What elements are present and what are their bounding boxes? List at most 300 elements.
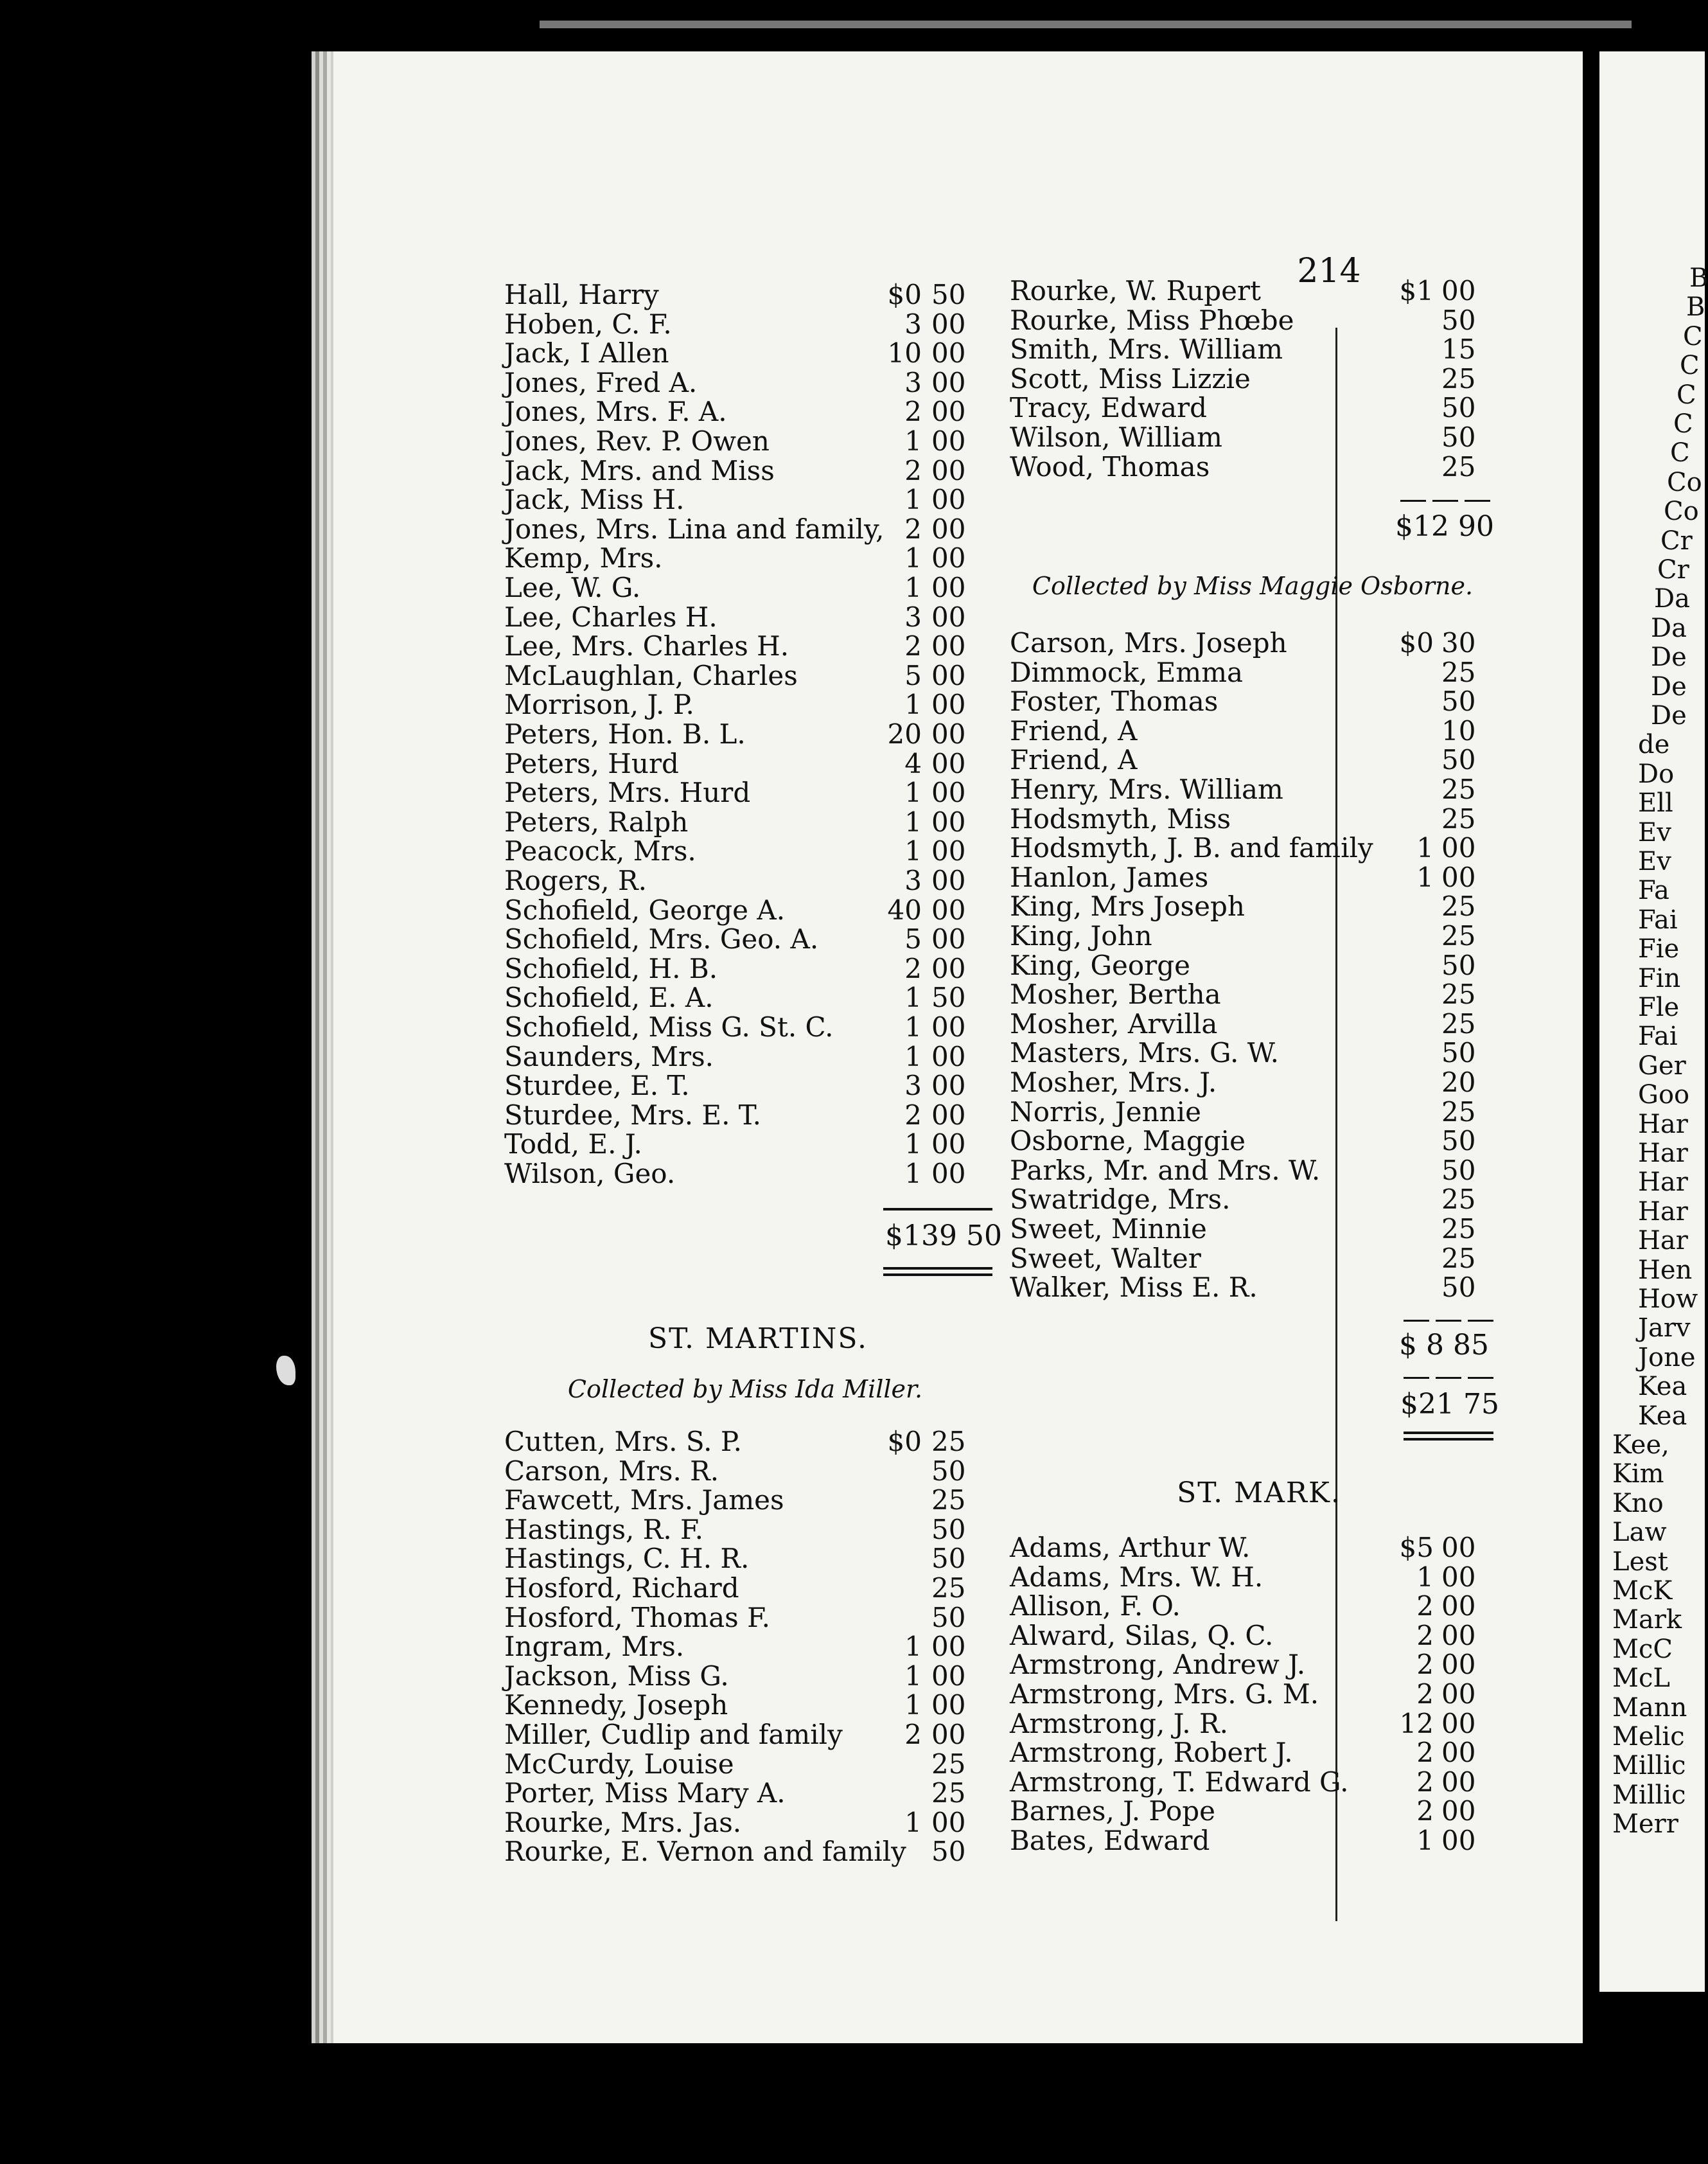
amount-cents: 00 <box>931 308 966 340</box>
amount-dollars: 2 <box>1416 1678 1434 1710</box>
donor-name: Peters, Hurd <box>504 747 679 779</box>
amount-cents: 00 <box>1441 275 1476 306</box>
ledger-row <box>504 339 992 368</box>
donor-name: Smith, Mrs. William <box>1010 333 1283 366</box>
double-rule <box>883 1267 992 1270</box>
ledger-row <box>1010 1709 1492 1739</box>
amount-cents: 00 <box>931 835 966 867</box>
ledger-row <box>504 1778 992 1808</box>
ledger-row <box>1010 306 1492 335</box>
ledger-row <box>1010 1796 1492 1826</box>
ledger-row <box>1010 423 1492 452</box>
amount-cents: 00 <box>931 659 966 691</box>
amount-cents: 00 <box>1441 1619 1476 1651</box>
next-page-fragment: Melic <box>1612 1722 1685 1752</box>
donor-name: Armstrong, Mrs. G. M. <box>1010 1678 1319 1710</box>
ledger-row <box>1010 1680 1492 1709</box>
next-page-fragment: Merr <box>1612 1809 1678 1840</box>
next-page-fragment: Da <box>1654 584 1690 614</box>
amount-dollars: $5 <box>1399 1532 1434 1563</box>
donor-name: Schofield, Miss G. St. C. <box>504 1011 834 1043</box>
ledger-row <box>1010 335 1492 364</box>
page-edge-shadow <box>540 21 1632 28</box>
next-page-fragment: C <box>1677 380 1696 410</box>
ledger-row <box>504 1750 992 1779</box>
ledger-row <box>504 456 992 486</box>
ledger-row <box>504 866 992 896</box>
ledger-row <box>1010 1533 1492 1563</box>
donor-name: Porter, Miss Mary A. <box>504 1777 786 1809</box>
amount-dollars: 2 <box>904 952 922 984</box>
amount-dollars: 1 <box>904 1011 922 1043</box>
next-page-fragment: Har <box>1638 1109 1688 1139</box>
amount-cents: 25 <box>1441 979 1476 1011</box>
amount-dollars: 3 <box>904 366 922 398</box>
amount-cents: 30 <box>1441 627 1476 659</box>
next-page-fragment: Ell <box>1638 788 1673 819</box>
ledger-row <box>504 310 992 339</box>
ledger-row <box>504 1515 992 1545</box>
amount-cents: 00 <box>1441 1766 1476 1798</box>
amount-cents: 25 <box>1441 450 1476 483</box>
ledger-row <box>1010 921 1492 951</box>
subtotal-dash <box>1468 1377 1493 1379</box>
next-page-fragment: Jarv <box>1638 1313 1691 1344</box>
amount-cents: 00 <box>1441 1649 1476 1681</box>
paper-tear-mark <box>276 1356 295 1385</box>
donor-name: Peters, Ralph <box>504 806 689 838</box>
amount-dollars: 5 <box>904 659 922 691</box>
donor-name: Scott, Miss Lizzie <box>1010 362 1251 395</box>
amount-dollars: 2 <box>1416 1737 1434 1769</box>
donor-name: Bates, Edward <box>1010 1825 1210 1856</box>
amount-cents: 00 <box>1441 1532 1476 1563</box>
amount-cents: 00 <box>931 337 966 369</box>
ledger-row <box>1010 1156 1492 1185</box>
amount-dollars: 1 <box>904 1660 922 1692</box>
ledger-row <box>1010 276 1492 306</box>
ledger-row <box>504 544 992 573</box>
donor-name: Schofield, Mrs. Geo. A. <box>504 923 819 955</box>
donor-name: Peters, Hon. B. L. <box>504 718 746 750</box>
donor-name: Rourke, Mrs. Jas. <box>504 1806 742 1838</box>
total-rule <box>883 1208 992 1211</box>
ledger-row <box>504 1603 992 1633</box>
collected-by-miller: Collected by Miss Ida Miller. <box>567 1375 923 1403</box>
donor-name: Adams, Arthur W. <box>1010 1532 1251 1563</box>
next-page-fragment: B <box>1686 292 1705 323</box>
donor-name: Wilson, Geo. <box>504 1158 676 1189</box>
amount-dollars: 1 <box>904 806 922 838</box>
ledger-row <box>1010 1621 1492 1651</box>
ledger-row <box>1010 775 1492 804</box>
amount-cents: 25 <box>931 1484 966 1516</box>
next-page-fragment: Cr <box>1657 555 1689 585</box>
amount-dollars: 1 <box>904 572 922 603</box>
amount-cents: 00 <box>931 572 966 603</box>
amount-cents: 10 <box>1441 714 1476 747</box>
donor-name: Schofield, E. A. <box>504 982 714 1014</box>
amount-dollars: 1 <box>904 1128 922 1160</box>
page-number: 214 <box>1297 252 1361 290</box>
amount-cents: 00 <box>931 747 966 779</box>
amount-cents: 50 <box>1441 686 1476 718</box>
next-page-fragment: De <box>1651 671 1687 702</box>
next-page-fragment: C <box>1670 438 1690 468</box>
donor-name: Swatridge, Mrs. <box>1010 1184 1231 1216</box>
amount-dollars: $0 <box>887 1426 922 1457</box>
donor-name: Ingram, Mrs. <box>504 1631 685 1663</box>
amount-cents: 00 <box>931 952 966 984</box>
ledger-row <box>1010 1038 1492 1068</box>
donor-name: Friend, A <box>1010 744 1138 776</box>
next-page-fragment: Millic <box>1612 1780 1686 1810</box>
donor-name: King, Mrs Joseph <box>1010 891 1245 923</box>
donor-name: King, George <box>1010 949 1190 981</box>
ledger-row <box>1010 1185 1492 1214</box>
section-heading-st-martins: ST. MARTINS. <box>648 1322 868 1355</box>
donor-name: Sweet, Minnie <box>1010 1213 1207 1245</box>
ledger-row <box>504 1808 992 1838</box>
amount-dollars: 2 <box>904 1719 922 1750</box>
ledger-row <box>504 661 992 691</box>
donor-name: Norris, Jennie <box>1010 1095 1201 1128</box>
donor-name: Hanlon, James <box>1010 861 1209 893</box>
ledger-row <box>504 632 992 661</box>
donor-name: Hosford, Thomas F. <box>504 1601 771 1633</box>
amount-cents: 25 <box>1441 774 1476 805</box>
amount-cents: 50 <box>1441 392 1476 424</box>
ledger-row <box>504 1457 992 1486</box>
amount-dollars: 1 <box>904 1631 922 1663</box>
amount-cents: 00 <box>931 1128 966 1160</box>
amount-dollars: 5 <box>904 923 922 955</box>
double-rule <box>1404 1438 1493 1441</box>
amount-cents: 00 <box>931 923 966 955</box>
amount-cents: 00 <box>1441 1561 1476 1593</box>
donor-name: Hoben, C. F. <box>504 308 672 340</box>
amount-cents: 50 <box>1441 1154 1476 1186</box>
donor-name: Henry, Mrs. William <box>1010 774 1283 805</box>
ledger-row <box>504 837 992 866</box>
ledger-row <box>504 896 992 925</box>
ledger-row <box>504 1130 992 1159</box>
next-page-fragment: Jone <box>1638 1342 1696 1372</box>
amount-cents: 00 <box>931 806 966 838</box>
amount-dollars: 1 <box>1416 1561 1434 1593</box>
amount-dollars: 2 <box>904 513 922 545</box>
amount-cents: 50 <box>931 1513 966 1545</box>
next-page-fragment: Har <box>1638 1167 1688 1198</box>
ledger-row <box>504 778 992 808</box>
donor-name: Sturdee, Mrs. E. T. <box>504 1099 761 1131</box>
amount-cents: 50 <box>1441 744 1476 776</box>
donor-name: Armstrong, T. Edward G. <box>1010 1766 1349 1798</box>
ledger-row <box>1010 393 1492 423</box>
amount-cents: 25 <box>1441 1213 1476 1245</box>
donor-name: Kennedy, Joseph <box>504 1689 728 1721</box>
ledger-row <box>504 1427 992 1457</box>
donor-name: Miller, Cudlip and family <box>504 1719 843 1750</box>
ledger-row <box>504 720 992 749</box>
amount-dollars: 2 <box>904 396 922 428</box>
amount-cents: 50 <box>1441 1037 1476 1069</box>
subtotal-dash <box>1436 1377 1461 1379</box>
next-page-fragment: Co <box>1667 467 1702 497</box>
next-page-fragment: Har <box>1638 1226 1688 1256</box>
amount-cents: 00 <box>931 1099 966 1131</box>
ledger-row <box>1010 892 1492 921</box>
ledger-row <box>504 690 992 720</box>
amount-dollars: 1 <box>904 1806 922 1838</box>
amount-dollars: $0 <box>887 279 922 310</box>
ledger-row <box>504 1662 992 1691</box>
amount-cents: 00 <box>931 1011 966 1043</box>
ledger-row <box>1010 951 1492 980</box>
ledger-row <box>1010 1650 1492 1680</box>
next-page-fragment: Ger <box>1638 1051 1686 1081</box>
ledger-row <box>1010 1068 1492 1097</box>
next-page-fragment: Fle <box>1638 993 1680 1022</box>
amount-cents: 20 <box>1441 1067 1476 1098</box>
ledger-row <box>504 1101 992 1130</box>
amount-cents: 00 <box>931 1660 966 1692</box>
donor-name: Armstrong, Robert J. <box>1010 1737 1293 1769</box>
amount-cents: 25 <box>1441 920 1476 952</box>
amount-cents: 00 <box>931 865 966 896</box>
subtotal-dash <box>1400 500 1426 502</box>
amount-cents: 50 <box>931 1836 966 1868</box>
amount-cents: 00 <box>931 777 966 809</box>
donor-name: Jack, Miss H. <box>504 484 685 516</box>
donor-name: Mosher, Mrs. J. <box>1010 1067 1217 1098</box>
amount-cents: 25 <box>931 1572 966 1604</box>
donor-name: Masters, Mrs. G. W. <box>1010 1037 1279 1069</box>
amount-dollars: 1 <box>904 982 922 1014</box>
amount-cents: 25 <box>931 1426 966 1457</box>
next-page-fragment: Kim <box>1612 1459 1664 1489</box>
next-page-fragment: C <box>1683 321 1703 351</box>
donor-name: Lee, W. G. <box>504 572 641 603</box>
double-rule <box>883 1273 992 1276</box>
amount-dollars: 1 <box>904 1158 922 1189</box>
amount-cents: 00 <box>931 1806 966 1838</box>
amount-dollars: 1 <box>904 835 922 867</box>
donor-name: Walker, Miss E. R. <box>1010 1272 1258 1304</box>
ledger-row <box>504 603 992 632</box>
donor-name: Jones, Mrs. F. A. <box>504 396 727 428</box>
ledger-row <box>504 1544 992 1574</box>
donor-name: Hodsmyth, Miss <box>1010 803 1231 835</box>
amount-dollars: 1 <box>1416 861 1434 893</box>
amount-dollars: 1 <box>904 425 922 457</box>
next-page-fragment: Fa <box>1638 876 1669 906</box>
donor-name: Hastings, C. H. R. <box>504 1543 750 1575</box>
donor-name: Allison, F. O. <box>1010 1590 1181 1622</box>
donor-name: Armstrong, J. R. <box>1010 1707 1228 1739</box>
ledger-row <box>1010 1738 1492 1768</box>
ledger-row <box>504 515 992 544</box>
amount-dollars: 1 <box>904 1040 922 1072</box>
ledger-row <box>1010 1126 1492 1156</box>
amount-cents: 15 <box>1441 333 1476 366</box>
amount-dollars: 1 <box>1416 832 1434 864</box>
amount-dollars: 2 <box>1416 1619 1434 1651</box>
amount-cents: 50 <box>931 982 966 1014</box>
next-page-fragment: De <box>1651 701 1687 731</box>
amount-dollars: 3 <box>904 1070 922 1102</box>
ledger-row <box>1010 1097 1492 1127</box>
left-total: $139 50 <box>885 1219 1002 1252</box>
ledger-row <box>1010 1592 1492 1621</box>
amount-dollars: 20 <box>887 718 922 750</box>
subtotal-wood: $12 90 <box>1395 510 1494 543</box>
amount-cents: 50 <box>931 1455 966 1487</box>
amount-dollars: 2 <box>904 1099 922 1131</box>
next-page-fragment: De <box>1651 643 1687 673</box>
donor-name: Carson, Mrs. R. <box>504 1455 719 1487</box>
ledger-row <box>1010 745 1492 775</box>
subtotal-osborne: $ 8 85 <box>1399 1329 1489 1361</box>
ledger-row <box>504 808 992 837</box>
ledger-row <box>1010 658 1492 687</box>
ledger-row <box>504 1159 992 1189</box>
amount-cents: 00 <box>931 1719 966 1750</box>
right-total: $21 75 <box>1400 1388 1499 1421</box>
donor-name: Peters, Mrs. Hurd <box>504 777 751 809</box>
amount-dollars: 2 <box>904 454 922 486</box>
next-page-fragment: C <box>1680 351 1700 381</box>
amount-dollars: 1 <box>904 542 922 574</box>
double-rule <box>1404 1432 1493 1434</box>
amount-cents: 00 <box>931 689 966 721</box>
section-heading-st-mark: ST. MARK. <box>1177 1477 1341 1509</box>
amount-dollars: 4 <box>904 747 922 779</box>
amount-cents: 25 <box>1441 1184 1476 1216</box>
ledger-row <box>1010 1244 1492 1273</box>
amount-dollars: 1 <box>904 689 922 721</box>
amount-cents: 00 <box>1441 1590 1476 1622</box>
amount-dollars: 2 <box>904 630 922 662</box>
ledger-row <box>1010 1563 1492 1592</box>
next-page-fragment: Co <box>1664 497 1699 527</box>
amount-dollars: 1 <box>1416 1825 1434 1856</box>
ledger-row <box>504 1720 992 1750</box>
amount-cents: 25 <box>931 1777 966 1809</box>
amount-cents: 25 <box>1441 656 1476 688</box>
ledger-row <box>1010 1214 1492 1244</box>
subtotal-dash <box>1468 1320 1493 1322</box>
ledger-row <box>1010 628 1492 658</box>
donor-name: Jones, Mrs. Lina and family, <box>504 513 885 545</box>
amount-cents: 50 <box>1441 949 1476 981</box>
donor-name: McCurdy, Louise <box>504 1748 734 1780</box>
amount-dollars: 10 <box>887 337 922 369</box>
next-page-fragment: Millic <box>1612 1751 1686 1781</box>
donor-name: Saunders, Mrs. <box>504 1040 714 1072</box>
ledger-row <box>1010 980 1492 1009</box>
ledger-row <box>504 1071 992 1101</box>
amount-cents: 25 <box>1441 891 1476 923</box>
amount-dollars: 12 <box>1399 1707 1434 1739</box>
amount-cents: 25 <box>1441 362 1476 395</box>
subtotal-dash <box>1404 1320 1429 1322</box>
amount-cents: 00 <box>931 1158 966 1189</box>
subtotal-dash <box>1404 1377 1429 1379</box>
ledger-row <box>1010 804 1492 834</box>
next-page-fragment: Kee, <box>1612 1430 1669 1460</box>
amount-dollars: $1 <box>1399 275 1434 306</box>
amount-cents: 50 <box>1441 421 1476 453</box>
next-page-fragment: Mann <box>1612 1692 1687 1723</box>
next-page-fragment: How <box>1638 1284 1698 1314</box>
next-page-fragment: Da <box>1651 613 1687 643</box>
next-page-fragment: McL <box>1612 1663 1670 1694</box>
ledger-row <box>504 427 992 456</box>
next-page-fragment: Kno <box>1612 1488 1664 1518</box>
subtotal-dash <box>1432 500 1458 502</box>
donor-name: Friend, A <box>1010 714 1138 747</box>
donor-name: Jack, I Allen <box>504 337 669 369</box>
ledger-row <box>504 925 992 954</box>
ledger-row <box>504 1837 992 1867</box>
amount-cents: 00 <box>1441 1825 1476 1856</box>
next-page-fragment: McK <box>1612 1576 1673 1606</box>
amount-cents: 00 <box>931 513 966 545</box>
donor-name: Osborne, Maggie <box>1010 1125 1246 1157</box>
ledger-row <box>504 573 992 603</box>
amount-cents: 25 <box>931 1748 966 1780</box>
amount-dollars: 1 <box>904 484 922 516</box>
donor-name: Hodsmyth, J. B. and family <box>1010 832 1373 864</box>
donor-name: Jack, Mrs. and Miss <box>504 454 775 486</box>
next-page-fragment: Cr <box>1660 526 1693 556</box>
amount-cents: 00 <box>1441 832 1476 864</box>
next-page-fragment: Fai <box>1638 1022 1678 1052</box>
ledger-row <box>504 397 992 427</box>
next-page-fragment: Fie <box>1638 934 1680 964</box>
amount-cents: 00 <box>931 542 966 574</box>
amount-cents: 50 <box>1441 304 1476 336</box>
amount-dollars: 2 <box>1416 1649 1434 1681</box>
subtotal-dash <box>1465 500 1490 502</box>
ledger-row <box>504 1486 992 1515</box>
next-page-fragment: B <box>1689 263 1708 293</box>
donor-name: Hall, Harry <box>504 279 659 310</box>
next-page-fragment: Ev <box>1638 817 1671 847</box>
next-page-fragment: Mark <box>1612 1605 1682 1635</box>
donor-name: Rourke, E. Vernon and family <box>504 1836 906 1868</box>
donor-name: Todd, E. J. <box>504 1128 642 1160</box>
amount-dollars: 3 <box>904 601 922 633</box>
amount-cents: 00 <box>1441 1678 1476 1710</box>
amount-cents: 00 <box>931 484 966 516</box>
collected-by-osborne: Collected by Miss Maggie Osborne. <box>1032 572 1474 600</box>
amount-cents: 00 <box>931 630 966 662</box>
next-page-fragment: C <box>1673 409 1693 439</box>
next-page-fragment: Har <box>1638 1139 1688 1168</box>
ledger-row <box>1010 1768 1492 1797</box>
amount-cents: 00 <box>1441 1795 1476 1827</box>
next-page-edge <box>1599 51 1708 1992</box>
next-page-fragment: Hen <box>1638 1255 1693 1285</box>
donor-name: Dimmock, Emma <box>1010 656 1244 688</box>
donor-name: Carson, Mrs. Joseph <box>1010 627 1287 659</box>
amount-dollars: 2 <box>1416 1590 1434 1622</box>
amount-cents: 25 <box>1441 1007 1476 1040</box>
donor-name: Rogers, R. <box>504 865 647 896</box>
amount-dollars: 2 <box>1416 1795 1434 1827</box>
